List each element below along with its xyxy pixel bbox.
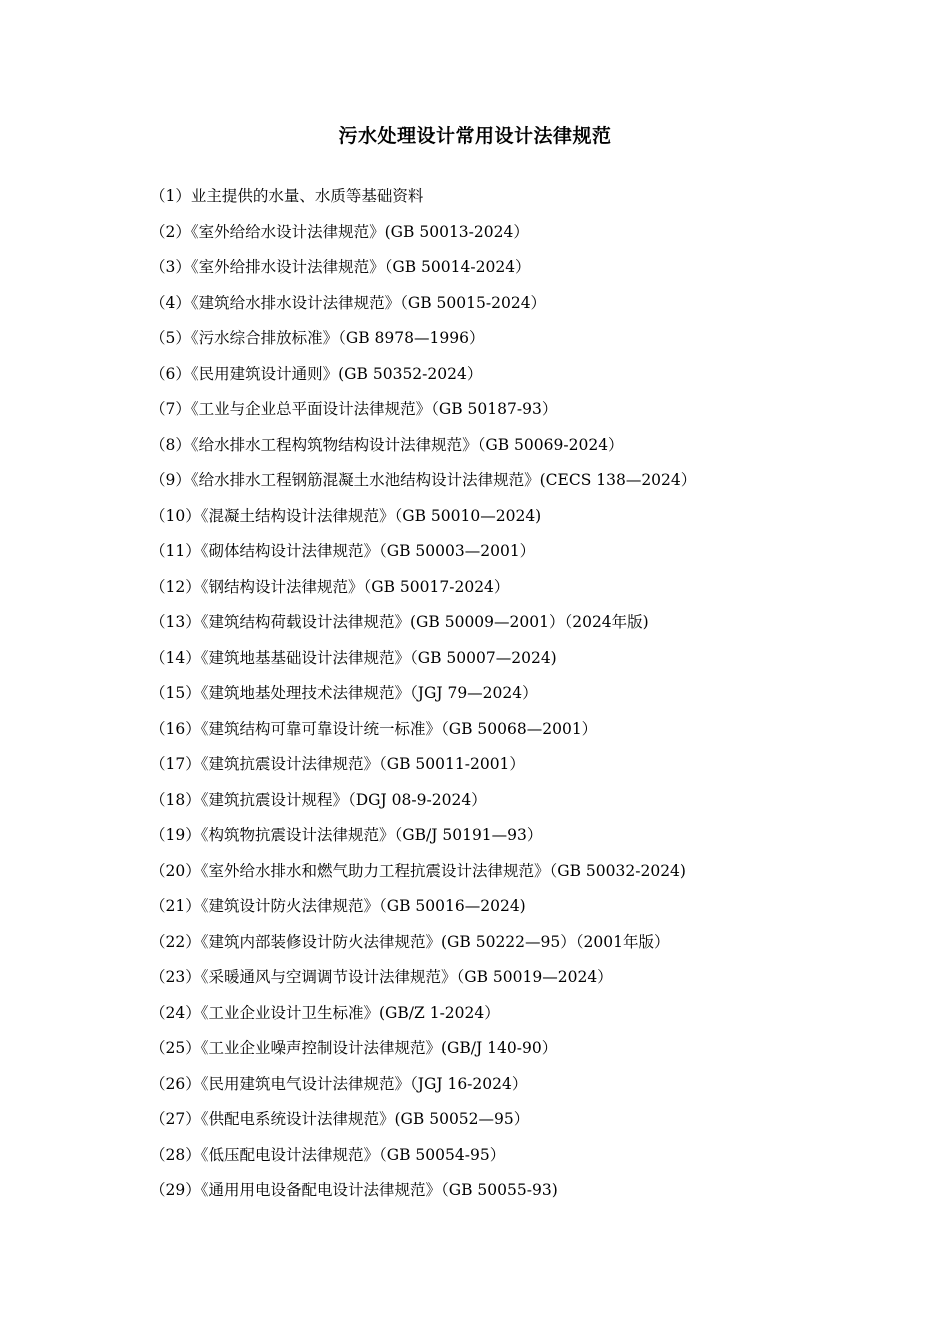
standard-item: （3）《室外给排水设计法律规范》（GB 50014-2024） — [150, 258, 531, 276]
standard-item: （14）《建筑地基基础设计法律规范》（GB 50007—2024) — [150, 648, 557, 667]
standards-list — [150, 181, 910, 1211]
standard-item: （9）《给水排水工程钢筋混凝土水池结构设计法律规范》(CECS 138—2024） — [150, 471, 697, 489]
standard-item: （25）《工业企业噪声控制设计法律规范》(GB/J 140-90） — [150, 1039, 558, 1057]
standard-item: （16）《建筑结构可靠可靠设计统一标准》（GB 50068—2001） — [150, 719, 598, 738]
standard-item: （21）《建筑设计防火法律规范》（GB 50016—2024) — [150, 897, 526, 915]
standard-item: （1）业主提供的水量、水质等基础资料 — [150, 187, 424, 205]
standard-item: （17）《建筑抗震设计法律规范》（GB 50011-2001） — [150, 755, 525, 773]
standard-item: （4）《建筑给水排水设计法律规范》（GB 50015-2024） — [150, 293, 547, 312]
standard-item: （23）《采暖通风与空调调节设计法律规范》（GB 50019—2024） — [150, 968, 613, 986]
standard-item: （18）《建筑抗震设计规程》（DGJ 08-9-2024） — [150, 790, 487, 809]
standard-item: （7）《工业与企业总平面设计法律规范》（GB 50187-93） — [150, 400, 558, 418]
standard-item: （12）《钢结构设计法律规范》（GB 50017-2024） — [150, 577, 510, 596]
standard-item: （20）《室外给水排水和燃气助力工程抗震设计法律规范》（GB 50032-2024) — [150, 861, 686, 880]
standard-item: （28）《低压配电设计法律规范》（GB 50054-95） — [150, 1145, 506, 1164]
standard-item: （8）《给水排水工程构筑物结构设计法律规范》（GB 50069-2024） — [150, 435, 624, 454]
standard-item: （27）《供配电系统设计法律规范》(GB 50052—95） — [150, 1110, 530, 1128]
standard-item: （2）《室外给给水设计法律规范》(GB 50013-2024） — [150, 222, 529, 241]
standard-item: （5）《污水综合排放标准》（GB 8978—1996） — [150, 329, 485, 347]
standard-item: （29）《通用用电设备配电设计法律规范》（GB 50055-93) — [150, 1181, 558, 1199]
standard-item: （26）《民用建筑电气设计法律规范》（JGJ 16-2024） — [150, 1074, 528, 1093]
standard-item: （24）《工业企业设计卫生标准》(GB/Z 1-2024） — [150, 1003, 500, 1022]
standard-item: （6）《民用建筑设计通则》(GB 50352-2024） — [150, 364, 483, 383]
standard-item: （10）《混凝土结构设计法律规范》（GB 50010—2024) — [150, 506, 542, 525]
standard-item: （11）《砌体结构设计法律规范》（GB 50003—2001） — [150, 542, 536, 560]
standard-item: （15）《建筑地基处理技术法律规范》（JGJ 79—2024） — [150, 684, 538, 702]
standard-item: （22）《建筑内部装修设计防火法律规范》(GB 50222—95）（2001年版） — [150, 932, 670, 951]
standard-item: （19）《构筑物抗震设计法律规范》（GB/J 50191—93） — [150, 826, 543, 844]
document-title: 污水处理设计常用设计法律规范 — [338, 125, 612, 147]
standard-item: （13）《建筑结构荷载设计法律规范》(GB 50009—2001）（2024年版) — [150, 613, 649, 631]
